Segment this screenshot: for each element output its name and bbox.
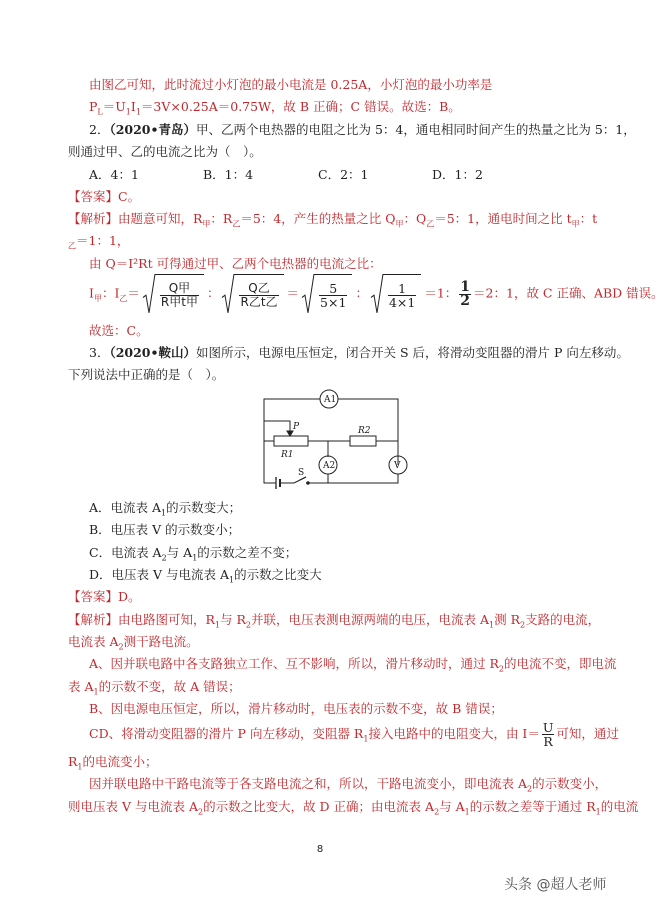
label-a1: A1	[324, 395, 337, 405]
question-2-line-2: 则通过甲、乙的电流之比为（ ）。	[68, 144, 262, 159]
page-number: 8	[316, 844, 324, 855]
option-a: A．4：1	[89, 167, 139, 182]
fraction-half: $\frac{1}{2}$	[460, 278, 471, 309]
explanation-3-line-4: 表 $A_1$的示数不变，故 A 错误；	[68, 679, 241, 697]
question-3-line-2: 下列说法中正确的是（ ）。	[68, 367, 225, 382]
label-r1: R1	[281, 450, 294, 460]
question-2-source: （2020•青岛）	[109, 122, 196, 137]
watermark: 头条 @超人老师	[504, 877, 607, 893]
sqrt-yi: $\frac{\text{Q乙}}{\text{R乙t乙}}$	[222, 274, 283, 314]
label-v: V	[394, 461, 401, 471]
sqrt-jia: $\frac{\text{Q甲}}{\text{R甲t甲}}$	[143, 274, 204, 314]
solution-line-2: $P_L=U_1I_1=3V\times 0.25A=0.75W$，故 B 正确；C 错误。故选：B。	[89, 99, 461, 117]
fraction-u-over-r: $\frac{U}{R}$	[542, 720, 554, 749]
option-3c: C．电流表 $A_2$与 $A_1$的示数之差不变；	[89, 545, 298, 563]
option-d: D．1：2	[432, 167, 483, 182]
option-3d: D．电压表 V 与电流表 $A_1$的示数之比变大	[89, 567, 322, 585]
choose-c: 故选：C。	[89, 323, 149, 338]
option-3b: B．电压表 V 的示数变小；	[89, 522, 241, 537]
question-2-line-1: 2．（2020•青岛）甲、乙两个电热器的电阻之比为 5：4，通电相同时间产生的热量之比为 5：1，	[89, 122, 636, 137]
solution-line-1: 由图乙可知，此时流过小灯泡的最小电流是 0.25A，小灯泡的最小功率是	[89, 77, 493, 92]
answer-2: 【答案】C。	[68, 189, 141, 204]
explanation-3-line-8: 因并联电路中干路电流等于各支路电流之和，所以，干路电流变小，即电流表 $A_2$的示数变小，	[89, 776, 608, 794]
explanation-3-line-7: $R_1$的电流变小；	[68, 754, 158, 772]
explanation-3-line-5: B、因电源电压恒定，所以，滑片移动时，电压表的示数不变，故 B 错误；	[89, 701, 503, 716]
label-r2: R2	[358, 426, 371, 436]
answer-3: 【答案】D。	[68, 589, 141, 604]
option-c: C．2：1	[318, 167, 369, 182]
explanation-3-line-2: 电流表 $A_2$测干路电流。	[68, 634, 199, 652]
explanation-3-line-3: A、因并联电路中各支路独立工作、互不影响，所以，滑片移动时，通过 $R_2$的电流不变，即电流	[89, 656, 617, 674]
sqrt-five: $\frac{5}{5\times 1}$	[302, 274, 352, 314]
current-ratio-formula: $I_甲$：$I_乙=$ $\frac{\text{Q甲}}{\text{R甲t甲}}$ ： $\frac{\text{Q乙}}{\text{R乙t乙}}$ ＝ $\frac{5}{5\times 1}$ ： $\frac{1}{4\times 1}$ ＝1： $\frac{1}{2}$ ＝2：1，故 C 正确、ABD 错误。	[89, 274, 664, 312]
explanation-3-line-9: 则电压表 V 与电流表 $A_2$的示数之比变大，故 D 正确；由电流表 $A_2$与 $A_1$的示数之差等于通过 $R_1$的电流	[68, 799, 639, 817]
resistor-r2	[350, 436, 376, 446]
question-3-line-1: 3．（2020•鞍山）如图所示，电源电压恒定，闭合开关 S 后，将滑动变阻器的滑片 P 向左移动。	[89, 345, 629, 360]
rheostat-r1	[274, 436, 308, 446]
explanation-3-line-1: 【解析】由电路图可知，$R_1$与 $R_2$并联，电压表测电源两端的电压，电流表 $A_1$测 $R_2$支路的电流，	[68, 612, 601, 630]
label-s: S	[298, 468, 305, 478]
question-3-source: （2020•鞍山）	[109, 345, 196, 360]
explanation-3-line-6: CD、将滑动变阻器的滑片 P 向左移动，变阻器 $R_1$接入电路中的电阻变大，由 I＝ $\frac{U}{R}$ 可知，通过	[89, 720, 619, 749]
text-p: P	[89, 99, 98, 114]
explanation-2-line-3: 由 Q＝I²Rt 可得通过甲、乙两个电热器的电流之比：	[89, 256, 382, 271]
label-p: P	[293, 422, 300, 432]
label-a2: A2	[323, 461, 336, 471]
option-b: B．1：4	[203, 167, 254, 182]
sqrt-one: $\frac{1}{4\times 1}$	[371, 274, 421, 314]
explanation-2-line-1: 【解析】由题意可知，$R_甲$：$R_乙=5$：4，产生的热量之比 $Q_甲$：$Q_乙=5$：1，通电时间之比 $t_甲$：t	[68, 211, 598, 229]
option-3a: A．电流表 $A_1$的示数变大；	[89, 500, 242, 518]
circuit-diagram	[256, 385, 412, 495]
explanation-2-line-2: $_乙$＝1：1，	[68, 233, 130, 251]
